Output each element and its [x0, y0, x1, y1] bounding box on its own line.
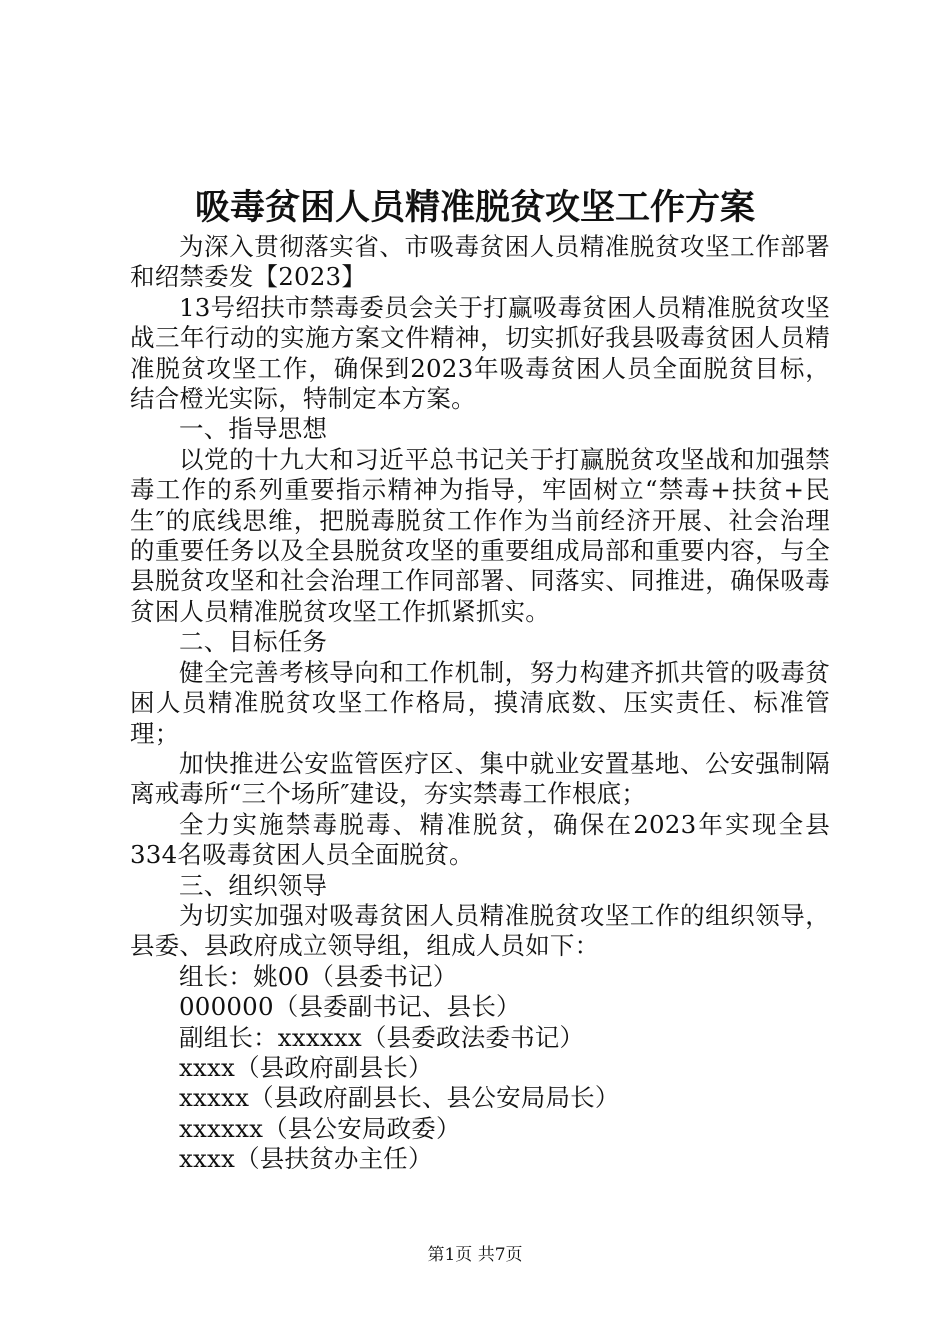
section-heading-guiding-ideology: 一、指导思想	[179, 414, 328, 444]
page-number: 第1页 共7页	[427, 1245, 523, 1265]
member-line: xxxxx（县政府副县长、县公安局局长）	[179, 1083, 620, 1113]
member-line: 组长：姚00（县委书记）	[179, 961, 458, 991]
member-line: xxxxxx（县公安局政委）	[179, 1113, 461, 1143]
paragraph-organization: 为切实加强对吸毒贫困人员精准脱贫攻坚工作的组织领导，县委、县政府成立领导组，组成人员如下：	[130, 900, 830, 961]
paragraph-objective-3: 全力实施禁毒脱毒、精准脱贫，确保在2023年实现全县334名吸毒贫困人员全面脱贫。	[130, 809, 830, 870]
member-line: xxxx（县政府副县长）	[179, 1052, 433, 1082]
paragraph-intro-1: 为深入贯彻落实省、市吸毒贫困人员精准脱贫攻坚工作部署和绍禁委发【2023】	[130, 232, 830, 292]
paragraph-intro-2: 13号绍扶市禁毒委员会关于打赢吸毒贫困人员精准脱贫攻坚战三年行动的实施方案文件精神，切实抓好我县吸毒贫困人员精准脱贫攻坚工作，确保到2023年吸毒贫困人员全面脱贫目标，结合橙光实际，特制定本方案。	[130, 292, 830, 414]
paragraph-objective-2: 加快推进公安监管医疗区、集中就业安置基地、公安强制隔离戒毒所“三个场所″建设，夯实禁毒工作根底；	[130, 748, 830, 809]
member-line: 副组长：xxxxxx（县委政法委书记）	[179, 1022, 585, 1052]
paragraph-objective-1: 健全完善考核导向和工作机制，努力构建齐抓共管的吸毒贫困人员精准脱贫攻坚工作格局，摸清底数、压实责任、标准管理；	[130, 657, 830, 748]
paragraph-guiding-ideology: 以党的十九大和习近平总书记关于打赢脱贫攻坚战和加强禁毒工作的系列重要指示精神为指导，牢固树立“禁毒+扶贫+民生″的底线思维，把脱毒脱贫工作作为当前经济开展、社会治理的重要任务以及全县脱贫攻坚的重要组成局部和重要内容，与全县脱贫攻坚和社会治理工作同部署、同落实、同推进，确保吸毒贫困人员精准脱贫攻坚工作抓紧抓实。	[130, 444, 830, 626]
document-body	[130, 232, 830, 1175]
member-line: xxxx（县扶贫办主任）	[179, 1144, 433, 1174]
section-heading-objectives: 二、目标任务	[179, 627, 328, 657]
section-heading-organization: 三、组织领导	[179, 870, 328, 900]
document-title: 吸毒贫困人员精准脱贫攻坚工作方案	[194, 187, 755, 228]
member-line: 000000（县委副书记、县长）	[179, 992, 521, 1022]
